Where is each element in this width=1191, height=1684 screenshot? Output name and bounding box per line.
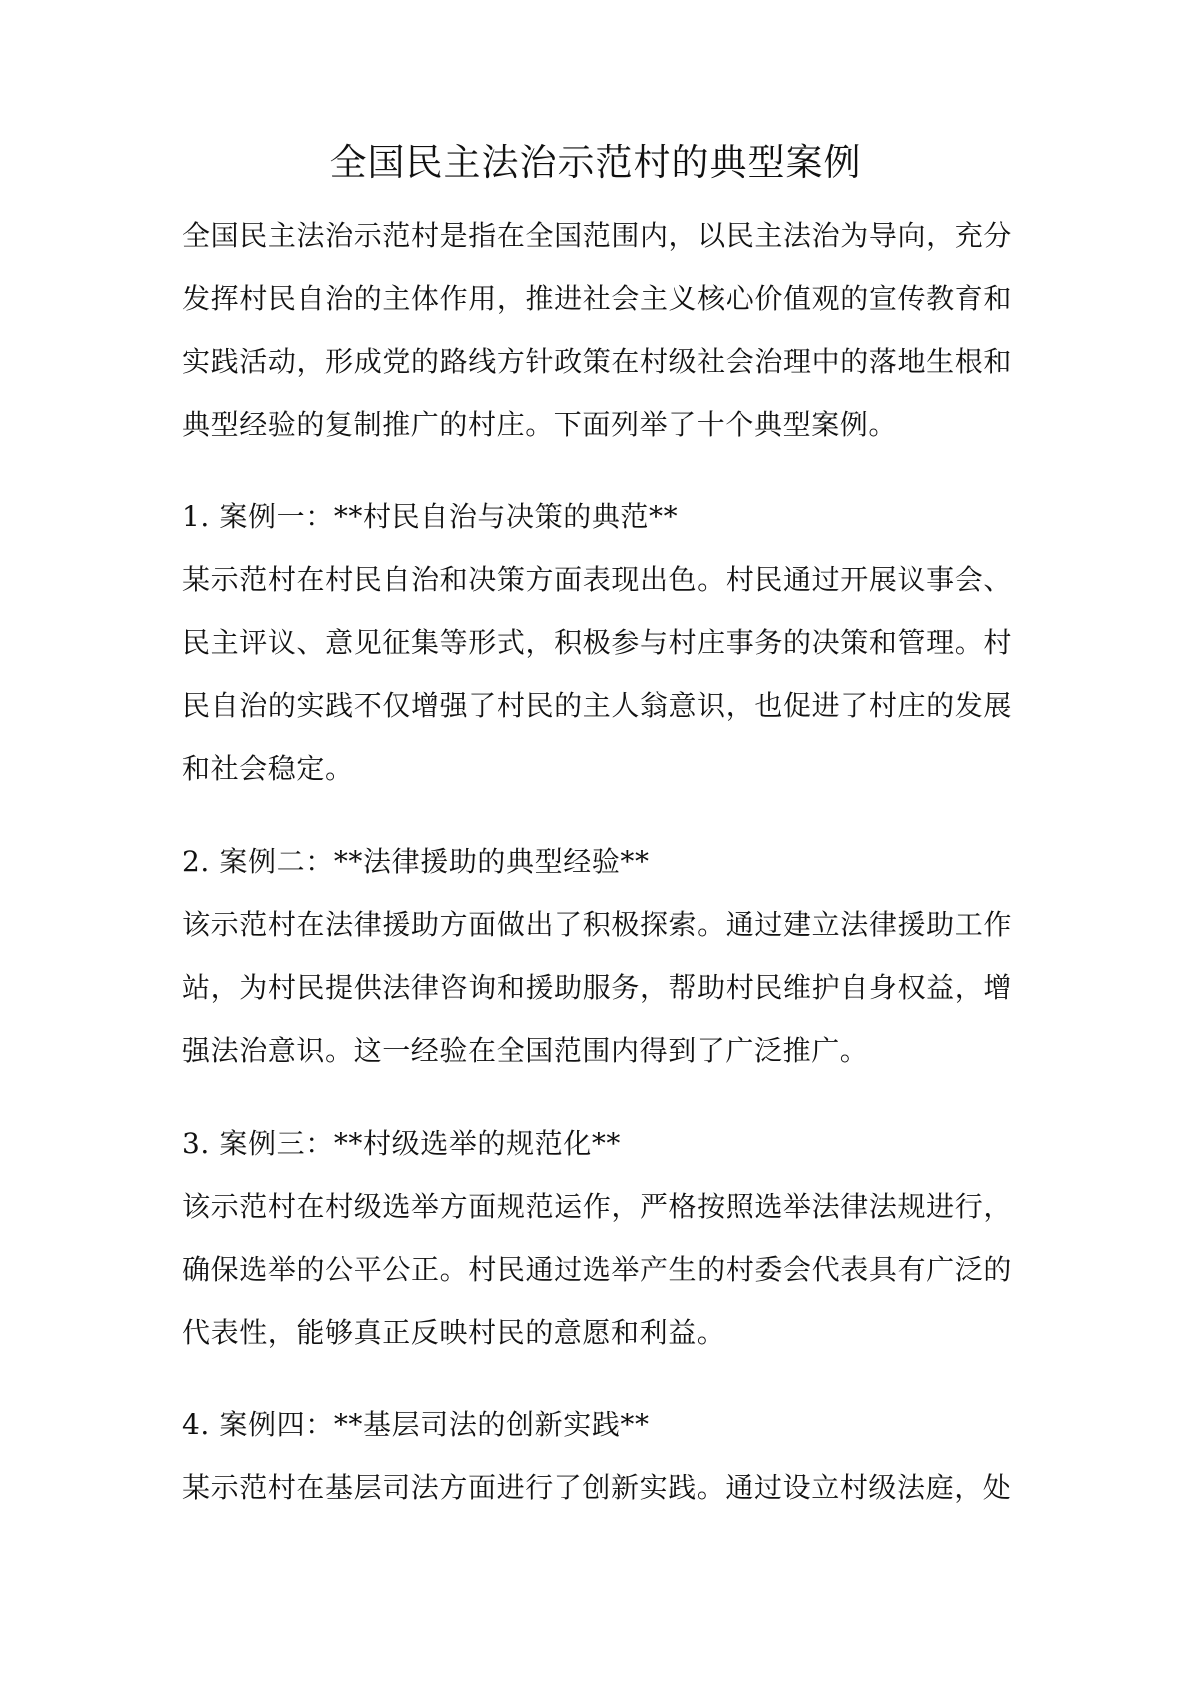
case-2-body: 该示范村在法律援助方面做出了积极探索。通过建立法律援助工作站，为村民提供法律咨询和援助服务，帮助村民维护自身权益，增强法治意识。这一经验在全国范围内得到了广泛推广。: [182, 908, 1012, 1067]
case-2-heading: 2. 案例二：**法律援助的典型经验**: [182, 845, 650, 878]
case-3-body: 该示范村在村级选举方面规范运作，严格按照选举法律法规进行，确保选举的公平公正。村民通过选举产生的村委会代表具有广泛的代表性，能够真正反映村民的意愿和利益。: [182, 1190, 1012, 1349]
case-4-body: 某示范村在基层司法方面进行了创新实践。通过设立村级法庭，处: [182, 1471, 1012, 1504]
case-3-heading: 3. 案例三：**村级选举的规范化**: [182, 1127, 622, 1160]
document-title: 全国民主法治示范村的典型案例: [329, 141, 862, 184]
case-1-heading: 1. 案例一：**村民自治与决策的典范**: [182, 500, 679, 533]
intro-paragraph: 全国民主法治示范村是指在全国范围内，以民主法治为导向，充分发挥村民自治的主体作用，推进社会主义核心价值观的宣传教育和实践活动，形成党的路线方针政策在村级社会治理中的落地生根和典型经验的复制推广的村庄。下面列举了十个典型案例。: [182, 219, 1012, 441]
case-4-heading: 4. 案例四：**基层司法的创新实践**: [182, 1408, 650, 1441]
case-1-body: 某示范村在村民自治和决策方面表现出色。村民通过开展议事会、民主评议、意见征集等形式，积极参与村庄事务的决策和管理。村民自治的实践不仅增强了村民的主人翁意识，也促进了村庄的发展和社会稳定。: [182, 563, 1012, 785]
